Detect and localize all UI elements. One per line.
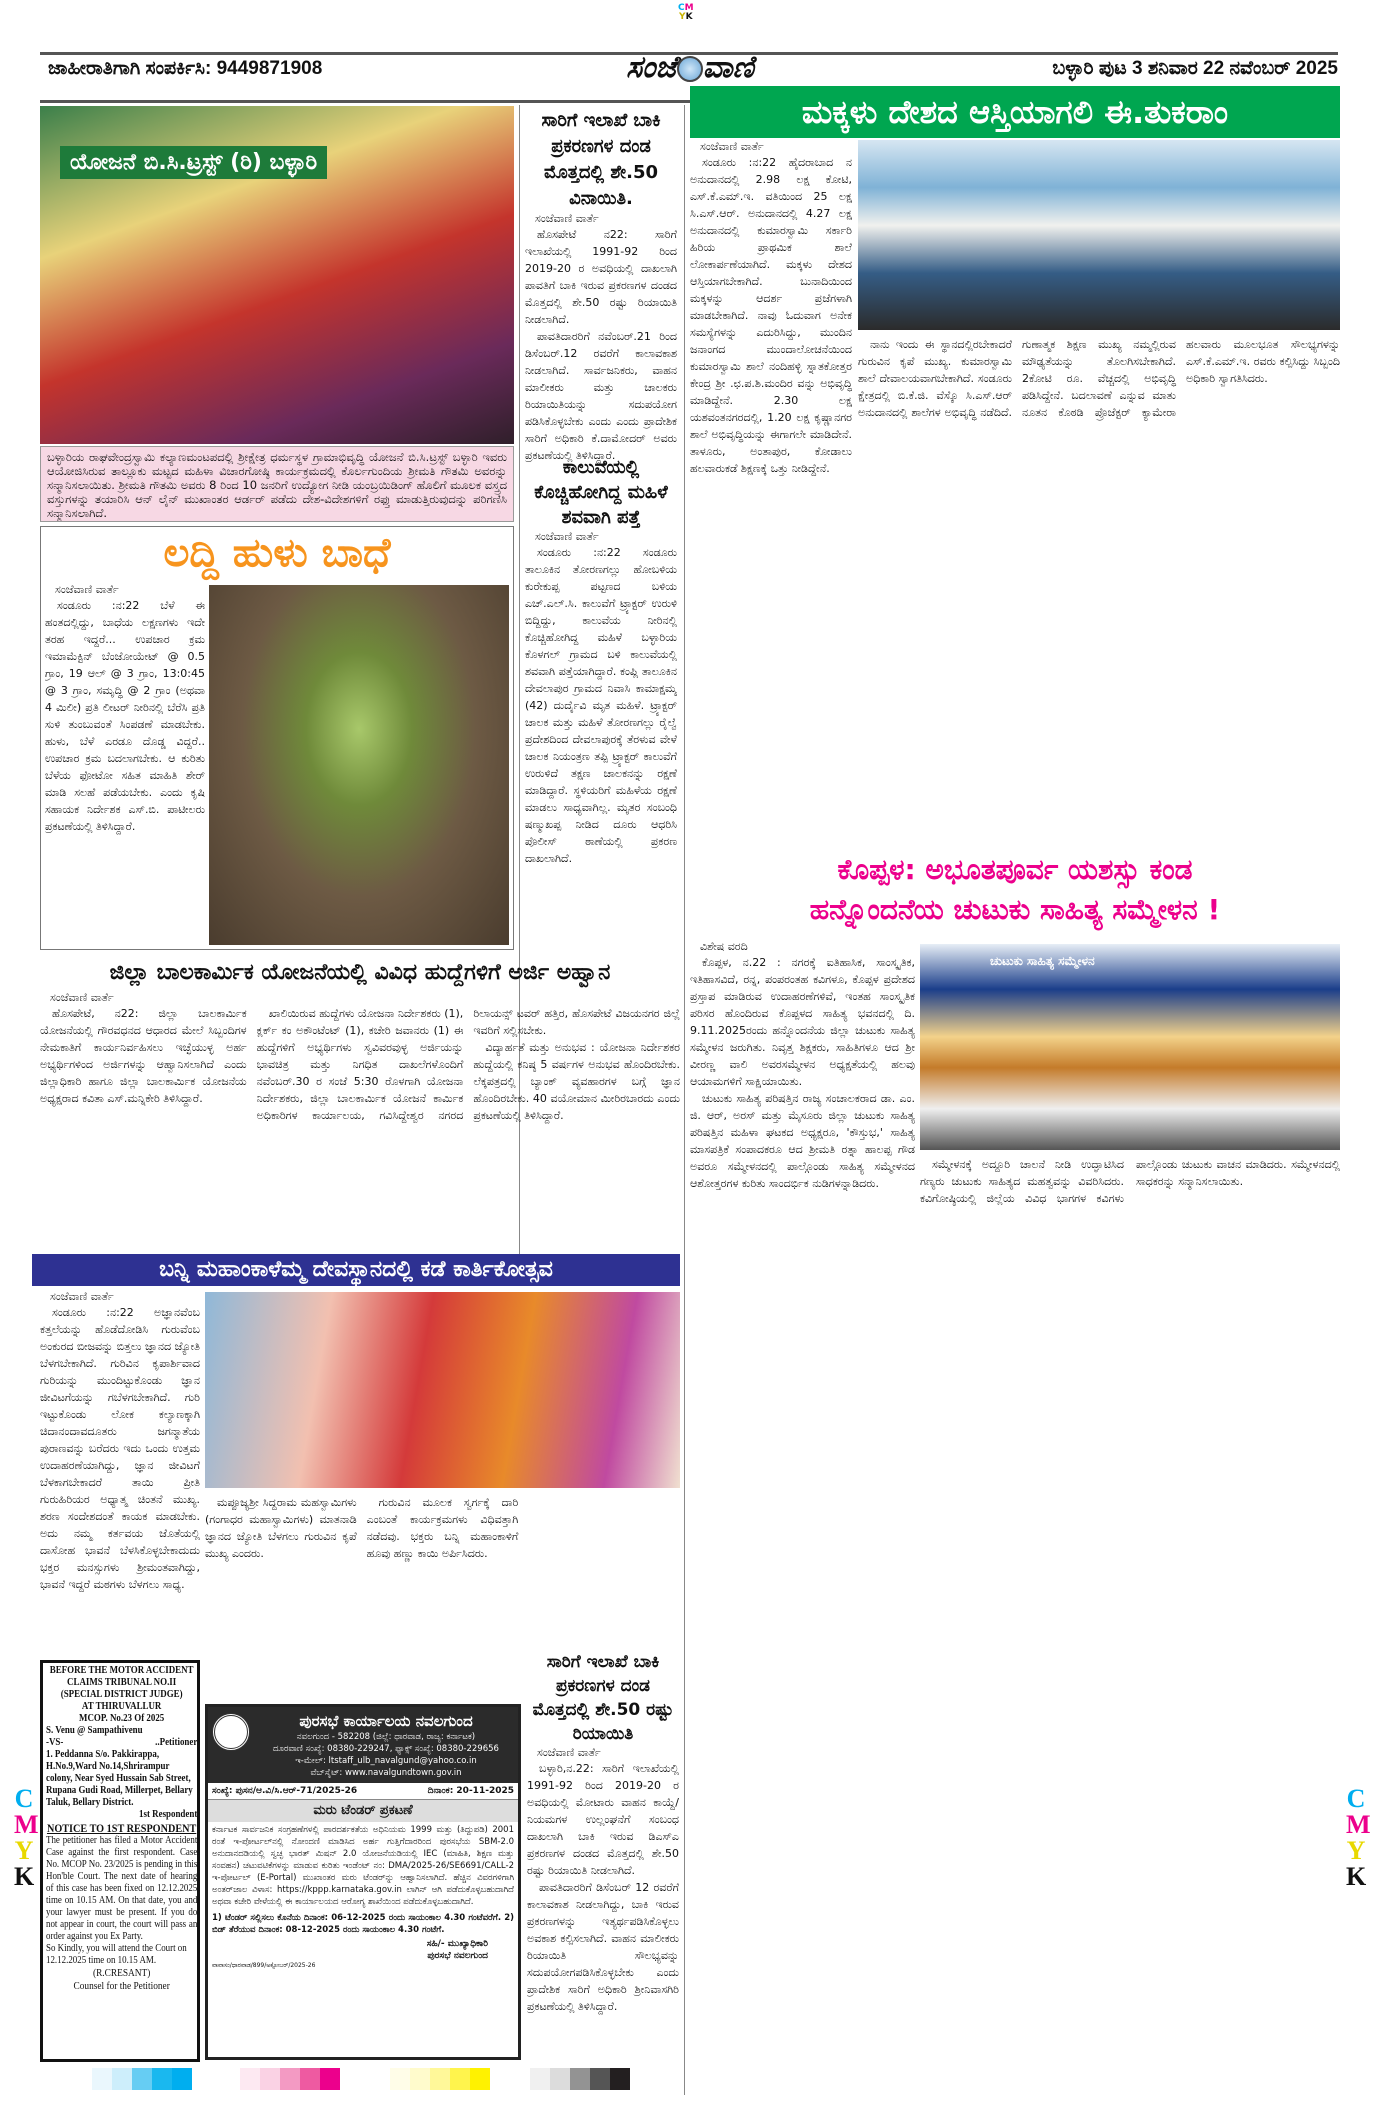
headline-line: ಕೊಪ್ಪಳ: ಅಭೂತಪೂರ್ವ ಯಶಸ್ಸು ಕಂಡ (837, 853, 1193, 886)
magenta-color-bar (240, 2068, 340, 2094)
byline: ಸಂಜೆವಾಣಿ ವಾರ್ತೆ (50, 1290, 114, 1303)
school-inauguration-photo (858, 140, 1340, 330)
paragraph: ಸಮ್ಮೇಳನಕ್ಕೆ ಅದ್ದೂರಿ ಚಾಲನೆ ನೀಡಿ ಉದ್ಘಾಟಿಸಿದ ಗಣ್ಯರು ಚುಟುಕು ಸಾಹಿತ್ಯದ ಮಹತ್ವವನ್ನು ವಿವರಿಸಿದರು. ಕವಿಗೋಷ್ಠಿಯಲ್ಲಿ ಜಿಲ್ಲೆಯ ವಿವಿಧ ಭಾಗಗಳ ಕವಿಗಳು ಪಾಲ್ಗೊಂಡು ಚುಟುಕು ವಾಚನ ಮಾಡಿದರು. ಸಮ್ಮೇಳನದಲ್ಲಿ ಸಾಧಕರನ್ನು ಸನ್ಮಾನಿಸಲಾಯಿತು. (920, 1158, 1340, 1205)
main-headline: ಮಕ್ಕಳು ದೇಶದ ಆಸ್ತಿಯಾಗಲಿ ಈ.ತುಕರಾಂ (690, 86, 1340, 138)
notice-line: AT THIRUVALLUR (81, 1701, 162, 1712)
byline: ಸಂಜೆವಾಣಿ ವಾರ್ತೆ (537, 1746, 601, 1759)
signatory: ಸಹಿ/- ಮುಖ್ಯಾಧಿಕಾರಿ (426, 1939, 488, 1949)
paragraph: ಸಂಡೂರು :ನ:22 ಅಜ್ಞಾನವೆಂಬ ಕತ್ತಲೆಯನ್ನು ಹೊಡೆದೋಡಿಸಿ ಗುರುವೆಂಬ ಅಂಕುರದ ಬೀಜವನ್ನು ಬಿತ್ತಲು ಜ್ಞಾನದ ಜ್ಯೋತಿ ಬೆಳಗಬೇಕಾಗಿದೆ. ಗುರಿವಿನ ಕೃಪಾರ್ಶಿವಾದ ಗುರಿಯನ್ನು ಮುಂದಿಟ್ಟುಕೊಂಡು ಜ್ಞಾನ ಜೀವಿಟಗೆಯನ್ನು ಗಬೆಳಗಬೇಕಾಗಿದೆ. ಗುರಿ ಇಟ್ಟುಕೊಂಡು ಲೋಕ ಕಲ್ಯಾಣಕ್ಕಾಗಿ ಚಿದಾನಂದಾವದೂತರು ಜಗನ್ಮಾತೆಯ ಪುರಾಣವನ್ನು ಬರೆದರು ಇದು ಒಂದು ಉತ್ತಮ ಉದಾಹರಣೆಯಾಗಿದ್ದು, ಜ್ಞಾನ ಜೀವಿಟಗೆ ಬೆಳಕಾಗಬೇಕಾದರೆ ತಾಯಿ ಪ್ರೀತಿ ಗುರುಹಿರಿಯರ ಅಧ್ಯಾತ್ಮ ಚಿಂತನೆ ಮುಖ್ಯ. ಶರಣ ಸಂದೇಶದಂತೆ ಕಾಯಕ ಮಾಡಬೇಕು. ಅದು ನಮ್ಮ ಕರ್ತವಯ ಜೊತೆಯಲ್ಲಿ ದಾಸೋಹ ಭಾವನೆ ಬೆಳಸಿಕೊಳ್ಳಬೇಕಾದುದು ಭಕ್ತರ ಮನಸ್ಸುಗಳು ಶ್ರೀಮಂತವಾಗಿದ್ದು, ಭಾವನೆ ಇದ್ದರೆ ಮಠಗಳು ಬೆಳಗಲು ಸಾಧ್ಯ. (40, 1306, 200, 1591)
mark-y: Y (14, 1836, 34, 1865)
notice-line: MCOP. No.23 Of 2025 (79, 1713, 165, 1724)
notice-body: So Kindly, you will attend the Court on 12.12.2025 time on 10.15 AM. (46, 1943, 187, 1966)
stage-banner-text: ಚುಟುಕು ಸಾಹಿತ್ಯ ಸಮ್ಮೇಳನ (990, 954, 1095, 968)
banni-headline: ಬನ್ನಿ ಮಹಾಂಕಾಳೆಮ್ಮ ದೇವಸ್ಥಾನದಲ್ಲಿ ಕಡೆ ಕಾರ್ತಿಕೋತ್ಸವ (32, 1254, 680, 1286)
paragraph: ಗುರುವಿನ ಮೂಲಕ ಸ್ವರ್ಗಕ್ಕೆ ದಾರಿ ಎಂಬಂತೆ ಕಾರ್ಯಕ್ರಮಗಳು ವಿಧಿವತ್ತಾಗಿ ನಡೆದವು. ಭಕ್ತರು ಬನ್ನಿ ಮಹಾಂಕಾಳಿಗೆ ಹೂವು ಹಣ್ಣು ಕಾಯಿ ಅರ್ಪಿಸಿದರು. (366, 1496, 519, 1560)
ad-code: ವಾವಾಸಂ/ಧಾರವಾಡ/899/ಅಕ್ಟೋಬರ್/2025-26 (212, 1962, 316, 1969)
jobs-article (40, 955, 680, 1225)
maize-crop-photo (209, 585, 509, 945)
byline: ಸಂಜೆವಾಣಿ ವಾರ್ತೆ (535, 212, 599, 225)
gray-color-bar (530, 2068, 630, 2094)
article-headline: ಕಾಲುವೆಯಲ್ಲಿ ಕೊಚ್ಚಿಹೋಗಿದ್ದ ಮಹಿಳೆ ಶವವಾಗಿ ಪತ್ತೆ (534, 457, 668, 528)
tender-body: ಕರ್ನಾಟಕ ಸಾರ್ವಜನಿಕ ಸಂಗ್ರಹಣೆಗಳಲ್ಲಿ ಪಾರದರ್ಶಕತೆಯ ಅಧಿನಿಯಮ 1999 ಮತ್ತು (ತಿದ್ದುಪಡಿ) 2001 ರಂತೆ ಇ-ಪೋರ್ಟಲ್‌ನಲ್ಲಿ ನೋಂದಣಿ ಮಾಡಿಸಿದ ಅರ್ಹ ಗುತ್ತಿಗೆದಾರರಿಂದ ಪುರಸಭೆಯ SBM-2.0 ಅನುದಾನದಡಿಯಲ್ಲಿ ಸ್ವಚ್ಛ ಭಾರತ್ ಮಿಷನ್ 2.0 ಯೋಜನೆಯಡಿಯಲ್ಲಿ IEC (ಮಾಹಿತಿ, ಶಿಕ್ಷಣ ಮತ್ತು ಸಂವಹನ) ಚಟುವಟಿಕೆಗಳನ್ನು ಮಾಡುವ ಕುರಿತು ಇಂಡೆಂಟ್ ನಂ: DMA/2025-26/SE6691/CALL-2 ಇ-ಪೋರ್ಟಲ್ (E-Portal) ಮುಖಾಂತರ ಮರು ಟೆಂಡರ್‌ನ್ನು ಆಹ್ವಾನಿಸಲಾಗಿದೆ. ಹೆಚ್ಚಿನ ವಿವರಗಳಿಗಾಗಿ ಅಂತರ್‌ಜಾಲ ವಿಳಾಸ: https://kppp.karnataka.gov.in ಲಾಗಿನ್ ಆಗಿ ಪಡೆದುಕೊಳ್ಳಬಹುದಾಗಿದೆ ಅಥವಾ ಕಚೇರಿ ವೇಳೆಯಲ್ಲಿ ಈ ಕಾರ್ಯಾಲಯದ ಆರೋಗ್ಯ ಶಾಖೆಯಿಂದ ಪಡೆದುಕೊಳ್ಳಬಹುದಾಗಿದೆ. (212, 1825, 514, 1907)
byline: ಸಂಜೆವಾಣಿ ವಾರ್ತೆ (50, 991, 114, 1004)
municipal-seal-icon (212, 1713, 250, 1751)
tender-title: ಮರು ಟೆಂಡರ್ ಪ್ರಕಟಣೆ (208, 1800, 518, 1822)
main-article-col1 (690, 140, 852, 477)
main-article-cols (858, 336, 1340, 806)
paragraph: ಬಳ್ಳಾರಿ,ನ.22: ಸಾರಿಗೆ ಇಲಾಖೆಯಲ್ಲಿ 1991-92 ರಿಂದ 2019-20 ರ ಅವಧಿಯಲ್ಲಿ ಮೋಟಾರು ವಾಹನ ಕಾಯ್ದೆ/ನಿಯಮಗಳ ಉಲ್ಲಂಘನೆಗೆ ಸಂಬಂಧ ದಾಖಲಾಗಿ ಬಾಕಿ ಇರುವ ಡಿಎಸ್‌ಎ ಪ್ರಕರಣಗಳ ದಂಡದ ಮೊತ್ತದಲ್ಲಿ ಶೇ.50 ರಷ್ಟು ರಿಯಾಯಿತಿ ನೀಡಲಾಗಿದೆ. (527, 1762, 679, 1877)
transport-bottom-article (527, 1650, 679, 2070)
article-headline: ಸಾರಿಗೆ ಇಲಾಖೆ ಬಾಕಿ ಪ್ರಕರಣಗಳ ದಂಡ ಮೊತ್ತದಲ್ಲಿ ಶೇ.50 ವಿನಾಯಿತಿ. (541, 110, 661, 209)
respondent-label: 1st Respondent (139, 1809, 198, 1820)
notice-body: The petitioner has filed a Motor Accident Case against the first respondent. Case No. MCOP No. 23/2025 is pending in this Hon'ble Court. The next date of hearing of this case has been fixed on 12.12.2025 time on 10.15 AM. On that date, you and your lawyer must be present. If you do not appear in court, the court will pass an order against you Ex Party. (46, 1835, 198, 1942)
paragraph: ಕೊಪ್ಪಳ, ನ.22 : ನಗರಕ್ಕೆ ಐತಿಹಾಸಿಕ, ಸಾಂಸ್ಕೃತಿಕ, ಇತಿಹಾಸವಿದೆ, ರನ್ನ, ಪಂಪರಂತಹ ಕವಿಗಳೂ, ಕೊಪ್ಪಳ ಪ್ರದೇಶದ ಪ್ರಸ್ತಾಪ ಮಾಡಿರುವ ಉದಾಹರಣೆಗಳಿವೆ, ಇಂತಹ ಸಾಂಸ್ಕೃತಿಕ ಪರಿಸರ ಹೊಂದಿರುವ ಕೊಪ್ಪಳದ ಸಾಹಿತ್ಯ ಭವನದಲ್ಲಿ ದಿ. 9.11.2025ರಂದು ಹನ್ನೊಂದನೆಯ ಜಿಲ್ಲಾ ಚುಟುಕು ಸಾಹಿತ್ಯ ಸಮ್ಮೇಳನ ಜರುಗಿತು. ನಿವೃತ್ತ ಶಿಕ್ಷಕರು, ಸಾಹಿತಿಗಳೂ ಆದ ಶ್ರೀ ವೀರಣ್ಣ ವಾಲಿ ಅವರಸಮ್ಮೇಳನ ಅಧ್ಯಕ್ಷತೆಯಲ್ಲಿ ಹಲವು ಆಯಾಮಗಳಿಗೆ ಸಾಕ್ಷಿಯಾಯಿತು. (690, 956, 915, 1088)
article-headline: ಲದ್ದಿ ಹುಳು ಬಾಧೆ (163, 530, 391, 576)
banni-article-cols (205, 1494, 680, 1644)
article-headline: ಸಾರಿಗೆ ಇಲಾಖೆ ಬಾಕಿ ಪ್ರಕರಣಗಳ ದಂಡ ಮೊತ್ತದಲ್ಲಿ ಶೇ.50 ರಷ್ಟು ರಿಯಾಯಿತಿ (532, 1652, 674, 1744)
paragraph: ಚುಟುಕು ಸಾಹಿತ್ಯ ಪರಿಷತ್ತಿನ ರಾಜ್ಯ ಸಂಚಾಲಕರಾದ ಡಾ. ಎಂ. ಜಿ. ಆರ್, ಅರಸ್ ಮತ್ತು ಮೈಸೂರು ಜಿಲ್ಲಾ ಚುಟುಕು ಸಾಹಿತ್ಯ ಪರಿಷತ್ತಿನ ಮಹಿಳಾ ಘಟಕದ ಅಧ್ಯಕ್ಷರೂ, 'ಕೌಸ್ತುಭ,' ಸಾಹಿತ್ಯ ಮಾಸಪತ್ರಿಕೆ ಸಂಪಾದಕರೂ ಆದ ಶ್ರೀಮತಿ ರತ್ನಾ ಹಾಲಪ್ಪ ಗೌಡ ಅವರೂ ಸಮ್ಮೇಳನದಲ್ಲಿ ಪಾಲ್ಗೊಂಡು ಸಾಹಿತ್ಯ ಸಮ್ಮೇಳನದ ಆಶೋತ್ತರಗಳ ಕುರಿತು ಸಾಂದರ್ಭಿಕ ನುಡಿಗಳನ್ನಾಡಿದರು. (690, 1092, 915, 1190)
koppal-article (690, 940, 915, 1192)
cmyk-top-mark (678, 4, 694, 22)
office-address: ನವಲಗುಂದ - 582208 (ಜಿಲ್ಲೆ: ಧಾರವಾಡ, ರಾಜ್ಯ: ಕರ್ನಾಟಕ) (296, 1732, 476, 1742)
byline: ಸಂಜೆವಾಣಿ ವಾರ್ತೆ (55, 583, 119, 596)
petitioner-label: ..Petitioner (155, 1737, 198, 1748)
petitioner: S. Venu @ Sampathivenu (46, 1725, 143, 1736)
sammelana-stage-photo (920, 944, 1340, 1150)
column-divider (684, 105, 685, 2095)
photo-caption: ಬಳ್ಳಾರಿಯ ರಾಘವೇಂದ್ರಸ್ವಾಮಿ ಕಲ್ಯಾಣಮಂಟಪದಲ್ಲಿ ಶ್ರೀಕ್ಷೇತ್ರ ಧರ್ಮಸ್ಥಳ ಗ್ರಾಮಾಭಿವೃದ್ಧಿ ಯೋಜನೆ ಬಿ.ಸಿ.ಟ್ರಸ್ಟ್ ಬಳ್ಳಾರಿ ಇವರು ಆಯೋಜಿಸಿರುವ ತಾಲ್ಲೂಕು ಮಟ್ಟದ ಮಹಿಳಾ ವಿಚಾರಗೋಷ್ಠಿ ಕಾರ್ಯಕ್ರಮದಲ್ಲಿ ಕೊರ್ಲಗುಂದಿಯ ಶ್ರೀಮತಿ ಗೌತಮಿ ಅವರನ್ನು ಸನ್ಮಾನಿಸಲಾಯಿತು. ಶ್ರೀಮತಿ ಗೌತಮಿ ಅವರು 8 ರಿಂದ 10 ಜನರಿಗೆ ಉದ್ಯೋಗ ನೀಡಿ ಯಂಬ್ರಯಿಡಿಂಗ್ ಹೊಲಿಗೆ ಮೂಲಕ ವಸ್ತ್ರದ ವಸ್ತುಗಳನ್ನು ತಯಾರಿಸಿ ಆನ್ ಲೈನ್ ಮುಖಾಂತರ ಆರ್ಡರ್ ಪಡೆದು ದೇಶ-ವಿದೇಶಗಳಿಗೆ ರಫ್ತು ಮಾಡುತ್ತಿರುವುದನ್ನು ಪರಿಗಣಿಸಿ ಸನ್ಮಾನಿಸಲಾಗಿದೆ. (40, 446, 514, 522)
tender-dates: 1) ಟೆಂಡರ್ ಸಲ್ಲಿಸಲು ಕೊನೆಯ ದಿನಾಂಕ: 06-12-2025 ರಂದು ಸಾಯಂಕಾಲ 4.30 ಗಂಟೆವರೆಗೆ. 2) ಬಿಡ್ ತೆರೆಯುವ ದಿನಾಂಕ: 08-12-2025 ರಂದು ಸಾಯಂಕಾಲ 4.30 ಗಂಟೆಗೆ. (212, 1913, 514, 1935)
paragraph: ಹೊಸಪೇಟೆ ನ22: ಸಾರಿಗೆ ಇಲಾಖೆಯಲ್ಲಿ 1991-92 ರಿಂದ 2019-20 ರ ಅವಧಿಯಲ್ಲಿ ದಾಖಲಾಗಿ ಪಾವತಿಗೆ ಬಾಕಿ ಇರುವ ಪ್ರಕರಣಗಳ ದಂಡದ ಮೊತ್ತದಲ್ಲಿ ಶೇ.50 ರಷ್ಟು ರಿಯಾಯಿತಿ ನೀಡಲಾಗಿದೆ. (525, 228, 677, 326)
office-website: ವೆಬ್‌ಸೈಟ್: www.navalgundtown.gov.in (310, 1768, 462, 1778)
canal-article (525, 455, 677, 867)
mark-m: M (1346, 1810, 1371, 1839)
mark-c: C (1346, 1784, 1366, 1813)
mark-k: K (1346, 1862, 1367, 1891)
byline: ಸಂಜೆವಾಣಿ ವಾರ್ತೆ (535, 530, 599, 543)
mark-c: C (14, 1784, 34, 1813)
mark-y: Y (1346, 1836, 1366, 1865)
paragraph: ವಿದ್ಯಾರ್ಹತೆ ಮತ್ತು ಅನುಭವ : ಯೋಜನಾ ನಿರ್ದೇಶಕರ ಹುದ್ದೆಯಲ್ಲಿ ಕನಿಷ್ಠ 5 ವರ್ಷಗಳ ಅನುಭವ ಹೊಂದಿರಬೇಕು. ಲೆಕ್ಕಪತ್ರದಲ್ಲಿ ಬ್ಯಾಂಕ್ ವ್ಯವಹಾರಗಳ ಬಗ್ಗೆ ಜ್ಞಾನ ಹೊಂದಿರಬೇಕು. 40 ವಯೋಮಾನ ಮೀರಿರಬಾರದು ಎಂದು ಪ್ರಕಟಣೆಯಲ್ಲಿ ತಿಳಿಸಿದ್ದಾರೆ. (473, 1041, 680, 1122)
notice-date: ದಿನಾಂಕ: 20-11-2025 (427, 1786, 514, 1796)
cmyk-left-mark (14, 1784, 39, 1891)
banni-article-col1 (40, 1290, 200, 1664)
mark-m: M (14, 1810, 39, 1839)
paragraph: ನಾನು ಇಂದು ಈ ಸ್ಥಾನದಲ್ಲಿರಬೇಕಾದರೆ ಗುರುವಿನ ಕೃಪೆ ಮುಖ್ಯ. ಕುಮಾರಸ್ವಾಮಿ ಶಾಲೆ ದೇವಾಲಯವಾಗಬೇಕಾಗಿದೆ. ಸಂಡೂರು ಕ್ಷೇತ್ರದಲ್ಲಿ ಬಿ.ಕೆ.ಜಿ. ವೆಸ್ಕೊ ಸಿ.ಎಸ್.ಆರ್ ಅನುದಾನದಲ್ಲಿ ಶಾಲೆಗಳ ಅಭಿವೃದ್ಧಿ ನಡೆದಿದೆ. ಗುಣಾತ್ಮಕ ಶಿಕ್ಷಣ ಮುಖ್ಯ ನಮ್ಮಲ್ಲಿರುವ ಮೌಢ್ಯತೆಯನ್ನು ತೊಲಗಿಸಬೇಕಾಗಿದೆ. 2ಕೋಟಿ ರೂ. ವೆಚ್ಚದಲ್ಲಿ ಅಭಿವೃದ್ಧಿ ಪಡಿಸಿದ್ದೇನೆ. ಬದಲಾವಣೆ ಎನ್ನುವ ಮಾತು ನೂತನ ಕೊಠಡಿ ಪ್ರೊಜೆಕ್ಟರ್ ಕ್ಯಾಮೇರಾ ಹಲವಾರು ಮೂಲಭೂತ ಸೌಲಭ್ಯಗಳನ್ನು ಎಸ್.ಕೆ.ಎಮ್.ಇ. ರವರು ಕಲ್ಪಿಸಿದ್ದು ಸಿಬ್ಬಂದಿ ಅಧಿಕಾರಿ ಸ್ವಾಗತಿಸಿದರು. (858, 338, 1340, 419)
cyan-color-bar (92, 2068, 192, 2094)
court-notice-ad (40, 1660, 200, 2062)
respondent: 1. Peddanna S/o. Pakkirappa, H.No.9,Ward No.14,Shrirampur colony, Near Syed Hussain Sab Street, Rupana Gudi Road, Millerpet, Bellary Taluk, Bellary District. (46, 1749, 193, 1808)
mark-k: K (14, 1862, 35, 1891)
notice-title: NOTICE TO 1ST RESPONDENT (46, 1821, 197, 1835)
koppal-headline (690, 850, 1340, 930)
office-phone: ದೂರವಾಣಿ ಸಂಖ್ಯೆ: 08380-229247, ಫ್ಯಾಕ್ಸ್ ಸಂಖ್ಯೆ: 08380-229656 (273, 1744, 499, 1754)
office-email: ಇ-ಮೇಲ್: ltstaff_ulb_navalgund@yahoo.co.in (295, 1756, 477, 1766)
ref-number: ಸಂಖ್ಯೆ: ಪುಸನ/ಆ.ವಿ/ಸಿ.ಆರ್-71/2025-26 (212, 1786, 358, 1796)
yellow-color-bar (390, 2068, 490, 2094)
paragraph: ಸಂಡೂರು :ನ:22 ಸಂಡೂರು ತಾಲೂಕಿನ ತೋರಣಗಲ್ಲು ಹೋಬಳಿಯ ಕುರೇಕುಪ್ಪ ಪಟ್ಟಣದ ಬಳಿಯ ಎಚ್.ಎಲ್.ಸಿ. ಕಾಲುವೆಗೆ ಟ್ರ್ಯಾಕ್ಟರ್ ಉರುಳಿ ಬಿದ್ದಿದ್ದು, ಕಾಲುವೆಯ ನೀರಿನಲ್ಲಿ ಕೊಚ್ಚಿಹೋಗಿದ್ದ ಮಹಿಳೆ ಬಳ್ಳಾರಿಯ ಕೊಳಗಲ್ ಗ್ರಾಮದ ಬಳಿ ಕಾಲುವೆಯಲ್ಲಿ ಶವವಾಗಿ ಪತ್ತೆಯಾಗಿದ್ದಾರೆ. ಕಂಪ್ಲಿ ತಾಲೂಕಿನ ದೇವಲಾಪುರ ಗ್ರಾಮದ ನಿವಾಸಿ ಕಾಮಾಕ್ಷಮ್ಮ (42) ದುರ್ದೈವಿ ಮೃತ ಮಹಿಳೆ. ಟ್ರ್ಯಾಕ್ಟರ್ ಚಾಲಕ ಮತ್ತು ಮಹಿಳೆ ತೋರಣಗಲ್ಲು ರೈಲ್ವೆ ಪ್ರದೇಶದಿಂದ ದೇವಲಾಪುರಕ್ಕೆ ತೆರಳುವ ವೇಳೆ ಚಾಲಕ ನಿಯಂತ್ರಣ ತಪ್ಪಿ ಟ್ರ್ಯಾಕ್ಟರ್ ಕಾಲುವೆಗೆ ಉರುಳಿದೆ ತಕ್ಷಣ ಚಾಲಕನನ್ನು ರಕ್ಷಣೆ ಮಾಡಿದ್ದಾರೆ. ಸ್ಥಳಿಯರಿಗೆ ಮಹಿಳೆಯ ರಕ್ಷಣೆ ಮಾಡಲು ಸಾಧ್ಯವಾಗಿಲ್ಲ. ಮೃತರ ಸಂಬಂಧಿ ಷಣ್ಮುಖಪ್ಪ ನೀಡಿದ ದೂರು ಆಧರಿಸಿ ಪೊಲೀಸ್ ಠಾಣೆಯಲ್ಲಿ ಪ್ರಕರಣ ದಾಖಲಾಗಿದೆ. (525, 546, 677, 865)
article-headline: ಜಿಲ್ಲಾ ಬಾಲಕಾರ್ಮಿಕ ಯೋಜನೆಯಲ್ಲಿ ವಿವಿಧ ಹುದ್ದೆಗಳಿಗೆ ಅರ್ಜಿ ಅಹ್ವಾನ (109, 960, 611, 985)
tender-notice-ad (205, 1704, 521, 2060)
mark-c: C (678, 3, 685, 13)
mark-y: Y (679, 12, 686, 22)
koppal-article-cols (920, 1156, 1340, 2086)
women-felicitation-photo (40, 106, 514, 444)
paragraph: ಸಂಡೂರು :ನ:22 ಬೆಳೆ ಈ ಹಂತದಲ್ಲಿದ್ದು, ಬಾಧೆಯ ಲಕ್ಷಣಗಳು ಇದೇ ತರಹ ಇದ್ದರೆ... ಉಪಚಾರ ಕ್ರಮ ಇಮಾಮೆಕ್ಟಿನ್ ಬೆಂಜೋಯೇಟ್ @ 0.5 ಗ್ರಾಂ, 19 ಆಲ್ @ 3 ಗ್ರಾಂ, 13:0:45 @ 3 ಗ್ರಾಂ, ಸಮೃದ್ಧಿ @ 2 ಗ್ರಾಂ (ಅಥವಾ 4 ಮಿಲೀ) ಪ್ರತಿ ಲೀಟರ್ ನೀರಿನಲ್ಲಿ ಬೆರೆಸಿ ಪ್ರತಿ ಸುಳಿ ತುಂಬುವಂತೆ ಸಿಂಪಡಣೆ ಮಾಡಬೇಕು. ಹುಳು, ಬೆಳೆ ಎರಡೂ ದೊಡ್ಡ ವಿದ್ದರೆ.. ಉಪಚಾರ ಕ್ರಮ ಬದಲಾಗಬೇಕು. ಆ ಕುರಿತು ಬೆಳೆಯ ಫೋಟೋ ಸಹಿತ ಮಾಹಿತಿ ಶೇರ್ ಮಾಡಿ ಸಲಹೆ ಪಡೆಯಬೇಕು. ಎಂದು ಕೃಷಿ ಸಹಾಯಕ ನಿರ್ದೇಶಕ ಎಸ್.ಬಿ. ಪಾಟೀಲರು ಪ್ರಕಟಣೆಯಲ್ಲಿ ತಿಳಿಸಿದ್ದಾರೆ. (45, 599, 205, 833)
mark-k: K (685, 12, 693, 22)
notice-line: (SPECIAL DISTRICT JUDGE) (60, 1689, 183, 1700)
masthead-left: ಸಂಜೆ (626, 50, 677, 85)
signatory-office: ಪುರಸಭೆ ನವಲಗುಂದ (427, 1951, 488, 1961)
masthead-logo (560, 50, 820, 85)
mark-m: M (684, 3, 694, 13)
office-name: ಪುರಸಭೆ ಕಾರ್ಯಾಲಯ ನವಲಗುಂದ (299, 1712, 473, 1730)
photo-banner-text: ಯೋಜನೆ ಬಿ.ಸಿ.ಟ್ರಸ್ಟ್ (ರಿ) ಬಳ್ಳಾರಿ (60, 146, 327, 179)
paragraph: ಹೊಸಪೇಟೆ, ನ22: ಜಿಲ್ಲಾ ಬಾಲಕಾರ್ಮಿಕ ಯೋಜನೆಯಲ್ಲಿ ಗೌರವಧನದ ಆಧಾರದ ಮೇಲೆ ಸಿಬ್ಬಂದಿಗಳ ನೇಮಕಾತಿಗೆ ಕಾರ್ಯನಿರ್ವಹಿಸಲು ಇಚ್ಛೆಯುಳ್ಳ ಅರ್ಹ ಅಭ್ಯರ್ಥಿಗಳಿಂದ ಅರ್ಜಿಗಳನ್ನು ಆಹ್ವಾನಿಸಲಾಗಿದೆ ಎಂದು ಜಿಲ್ಲಾಧಿಕಾರಿ ಹಾಗೂ ಜಿಲ್ಲಾ ಬಾಲಕಾರ್ಮಿಕ ಯೋಜನೆಯ ಅಧ್ಯಕ್ಷರಾದ ಕವಿತಾ ಎಸ್.ಮನ್ನಿಕೇರಿ ತಿಳಿಸಿದ್ದಾರೆ. (40, 1007, 247, 1105)
byline: ಸಂಜೆವಾಣಿ ವಾರ್ತೆ (700, 140, 764, 153)
vs: -VS- (46, 1737, 64, 1748)
laddi-article (40, 526, 514, 950)
paragraph: ಸಂಡೂರು :ನ:22 ಹೈದರಾಬಾದ ನ ಅನುದಾನದಲ್ಲಿ 2.98 ಲಕ್ಷ ಕೋಟಿ, ಎಸ್.ಕೆ.ಎಮ್.ಇ. ವತಿಯಿಂದ 25 ಲಕ್ಷ ಸಿ.ಎಸ್.ಆರ್. ಅನುದಾನದಲ್ಲಿ 4.27 ಲಕ್ಷ ಅನುದಾನದಲ್ಲಿ ಕುಮಾರಸ್ವಾಮಿ ಸರ್ಕಾರಿ ಹಿರಿಯ ಪ್ರಾಥಮಿಕ ಶಾಲೆ ಲೋಕಾರ್ಪಣೆಯಾಗಿದೆ. ಮಕ್ಕಳು ದೇಶದ ಆಸ್ತಿಯಾಗಬೇಕಾಗಿದೆ. ಬುನಾದಿಯಿಂದ ಮಕ್ಕಳನ್ನು ಆದರ್ಶ ಪ್ರಜೆಗಳಾಗಿ ಮಾಡಬೇಕಾಗಿದೆ. ನಾವು ಓದುವಾಗ ಅನೇಕ ಸಮಸ್ಯೆಗಳನ್ನು ಎದುರಿಸಿದ್ದು, ಮುಂದಿನ ಜನಾಂಗದ ಮುಂದಾಲೋಚನೆಯಿಂದ ಕುಮಾರಸ್ವಾಮಿ ಶಾಲೆ ನಂದಿಹಳ್ಳಿ ಸ್ನಾತಕೋತ್ತರ ಕೇಂದ್ರ ಶ್ರೀ .ಛ.ಪ.ಶಿ.ಮಂದಿರ ವನ್ನು ಅಭಿವೃದ್ಧಿ ಮಾಡಿದ್ದೇನೆ. 2.30 ಲಕ್ಷ ಯಶವಂತನಗರದಲ್ಲಿ, 1.20 ಲಕ್ಷ ಕೃಷ್ಣಾನಗರ ಶಾಲೆ ಅಭಿವೃದ್ಧಿಯನ್ನು ಈಗಾಗಲೇ ಮಾಡಿದೇನೆ. ತಾಳೂರು, ಅಂತಾಪುರ, ಕೋಡಾಲು ಹಲವಾರುಕಡೆ ಶಿಕ್ಷಣಕ್ಕೆ ಒತ್ತು ನೀಡಿದ್ದೇನೆ. (690, 156, 852, 475)
dateline: ಬಳ್ಳಾರಿ ಪುಟ 3 ಶನಿವಾರ 22 ನವೆಂಬರ್ 2025 (1052, 58, 1338, 79)
paragraph: ಮಪ್ಪೂಜ್ಯಶ್ರೀ ಸಿದ್ದರಾಮ ಮಹಸ್ವಾಮಿಗಳು (ಗಂಗಾಧರ ಮಹಾಸ್ವಾಮಿಗಳು) ಮಾತನಾಡಿ ಜ್ಞಾನದ ಜ್ಯೋತಿ ಬೆಳಗಲು ಗುರುವಿನ ಕೃಪೆ ಮುಖ್ಯ ಎಂದರು. (205, 1496, 357, 1560)
headline-line: ಹನ್ನೊಂದನೆಯ ಚುಟುಕು ಸಾಹಿತ್ಯ ಸಮ್ಮೇಳನ ! (809, 893, 1221, 926)
paragraph: ಪಾವತಿದಾರರಿಗೆ ಡಿಸೆಂಬರ್ 12 ರವರೆಗೆ ಕಾಲಾವಕಾಶ ನೀಡಲಾಗಿದ್ದು, ಬಾಕಿ ಇರುವ ಪ್ರಕರಣಗಳನ್ನು ಇತ್ಯರ್ಥಪಡಿಸಿಕೊಳ್ಳಲು ಅವಕಾಶ ಕಲ್ಪಿಸಲಾಗಿದೆ. ವಾಹನ ಮಾಲೀಕರು ರಿಯಾಯಿತಿ ಸೌಲಭ್ಯವನ್ನು ಸದುಪಯೋಗಪಡಿಸಿಕೊಳ್ಳಬೇಕು ಎಂದು ಪ್ರಾದೇಶಿಕ ಸಾರಿಗೆ ಅಧಿಕಾರಿ ಶ್ರೀನಿವಾಸಗಿರಿ ಪ್ರಕಟಣೆಯಲ್ಲಿ ತಿಳಿಸಿದ್ದಾರೆ. (527, 1881, 679, 2013)
notice-line: BEFORE THE MOTOR ACCIDENT CLAIMS TRIBUNAL NO.II (49, 1665, 194, 1688)
byline: ವಿಶೇಷ ವರದಿ (700, 940, 748, 953)
cmyk-right-mark (1346, 1784, 1371, 1891)
paragraph: ಖಾಲಿಯಿರುವ ಹುದ್ದೆಗಳು ಯೋಜನಾ ನಿರ್ದೇಶಕರು (1), ಕ್ಲರ್ಕ್ ಕಂ ಅಕೌಂಟೆಂಟ್ (1), ಕಚೇರಿ ಜವಾನರು (1) ಈ ಹುದ್ದೆಗಳಿಗೆ ಅಭ್ಯರ್ಥಿಗಳು ಸ್ವವಿವರವುಳ್ಳ ಅರ್ಜಿಯನ್ನು ಭಾವಚಿತ್ರ ಮತ್ತು ನಿಗಧಿತ ದಾಖಲೆಗಳೊಂದಿಗೆ ನವೆಂಬರ್.30 ರ ಸಂಜೆ 5:30 ರೊಳಗಾಗಿ ಯೋಜನಾ ನಿರ್ದೇಶಕರು, ಜಿಲ್ಲಾ ಬಾಲಕಾರ್ಮಿಕ ಯೋಜನೆ ಕಾರ್ಮಿಕ ಅಧಿಕಾರಿಗಳ ಕಾರ್ಯಾಲಯ, ಗವಿಸಿದ್ದೇಶ್ವರ ನಗರದ ರಿಲಾಯನ್ಸ್ ಟವರ್ ಹತ್ತಿರ, ಹೊಸಪೇಟೆ ವಿಜಯನಗರ ಜಿಲ್ಲೆ ಇವರಿಗೆ ಸಲ್ಲಿಸಬೇಕು. (256, 1007, 680, 1122)
transport-top-article (525, 108, 677, 464)
masthead-right: ವಾಣಿ (702, 50, 754, 85)
signer-role: Counsel for the Petitioner (73, 1980, 170, 1992)
temple-devotees-photo (205, 1292, 680, 1488)
signer: (R.CRESANT) (92, 1967, 151, 1979)
paragraph: ಪಾವತಿದಾರರಿಗೆ ನವೆಂಬರ್.21 ರಿಂದ ಡಿಸೆಂಬರ್.12 ರವರೆಗೆ ಕಾಲಾವಕಾಶ ನೀಡಲಾಗಿದೆ. ಸಾರ್ವಜನಿಕರು, ವಾಹನ ಮಾಲೀಕರು ಮತ್ತು ಚಾಲಕರು ರಿಯಾಯಿತಿಯನ್ನು ಸದುಪಯೋಗ ಪಡಿಸಿಕೊಳ್ಳಬೇಕು ಎಂದು ಎಂದು ಪ್ರಾದೇಶಿಕ ಸಾರಿಗೆ ಅಧಿಕಾರಿ ಕೆ.ದಾಮೋದರ್ ಅವರು ಪ್ರಕಟಣೆಯಲ್ಲಿ ತಿಳಿಸಿದ್ದಾರೆ. (525, 330, 677, 462)
ad-contact: ಜಾಹೀರಾತಿಗಾಗಿ ಸಂಪರ್ಕಿಸಿ: 9449871908 (48, 58, 323, 79)
globe-icon (677, 56, 703, 82)
